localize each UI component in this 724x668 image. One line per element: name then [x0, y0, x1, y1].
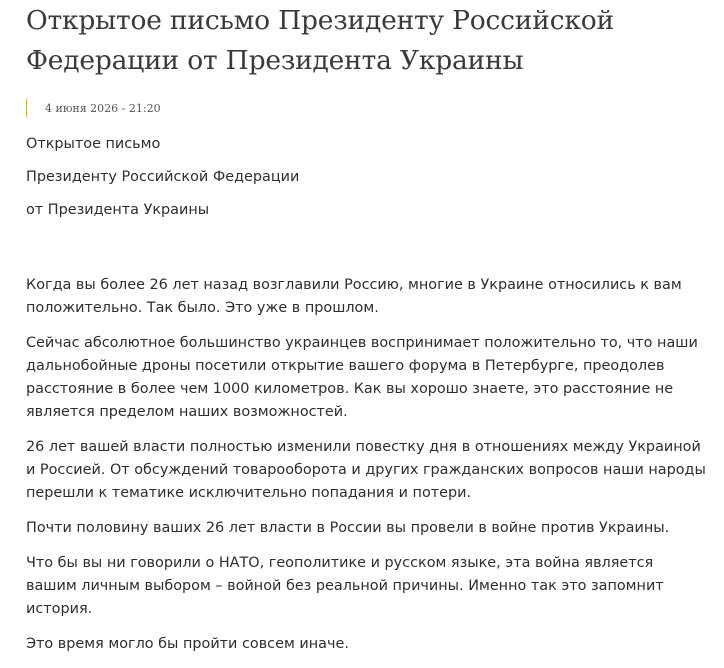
- address-line: Президенту Российской Федерации: [26, 169, 300, 185]
- publish-date: 4 июня 2026 - 21:20: [45, 101, 161, 115]
- paragraph: Сейчас абсолютное большинство украинцев воспринимает положительно то, что наши дальнобойные дроны посетили открытие вашего форума в Петербурге, преодолев расстояние в более чем 1000 километров. Как вы хорошо знаете, это расстояние не является пределом наших возможностей.: [26, 335, 698, 420]
- article-body: [26, 133, 706, 656]
- accent-bar: [26, 99, 27, 117]
- paragraph: Это время могло бы пройти совсем иначе.: [26, 636, 349, 652]
- paragraph: 26 лет вашей власти полностью изменили повестку дня в отношениях между Украиной и Россией. От обсуждений товарооборота и других гражданских вопросов наши народы перешли к тематике исключительно попадания и потери.: [26, 439, 706, 501]
- address-line: Открытое письмо: [26, 136, 161, 152]
- article: [26, 0, 706, 668]
- address-line: от Президента Украины: [26, 202, 210, 218]
- paragraph: Что бы вы ни говорили о НАТО, геополитике и русском языке, эта война является вашим личным выбором – войной без реальной причины. Именно так это запомнит история.: [26, 555, 664, 617]
- paragraph: Когда вы более 26 лет назад возглавили Россию, многие в Украине относились к вам положительно. Так было. Это уже в прошлом.: [26, 277, 682, 316]
- paragraph: Почти половину ваших 26 лет власти в России вы провели в войне против Украины.: [26, 520, 670, 536]
- article-title: Открытое письмо Президенту Российской Федерации от Президента Украины: [26, 5, 614, 76]
- spacer: [26, 232, 706, 274]
- article-meta: [26, 98, 706, 118]
